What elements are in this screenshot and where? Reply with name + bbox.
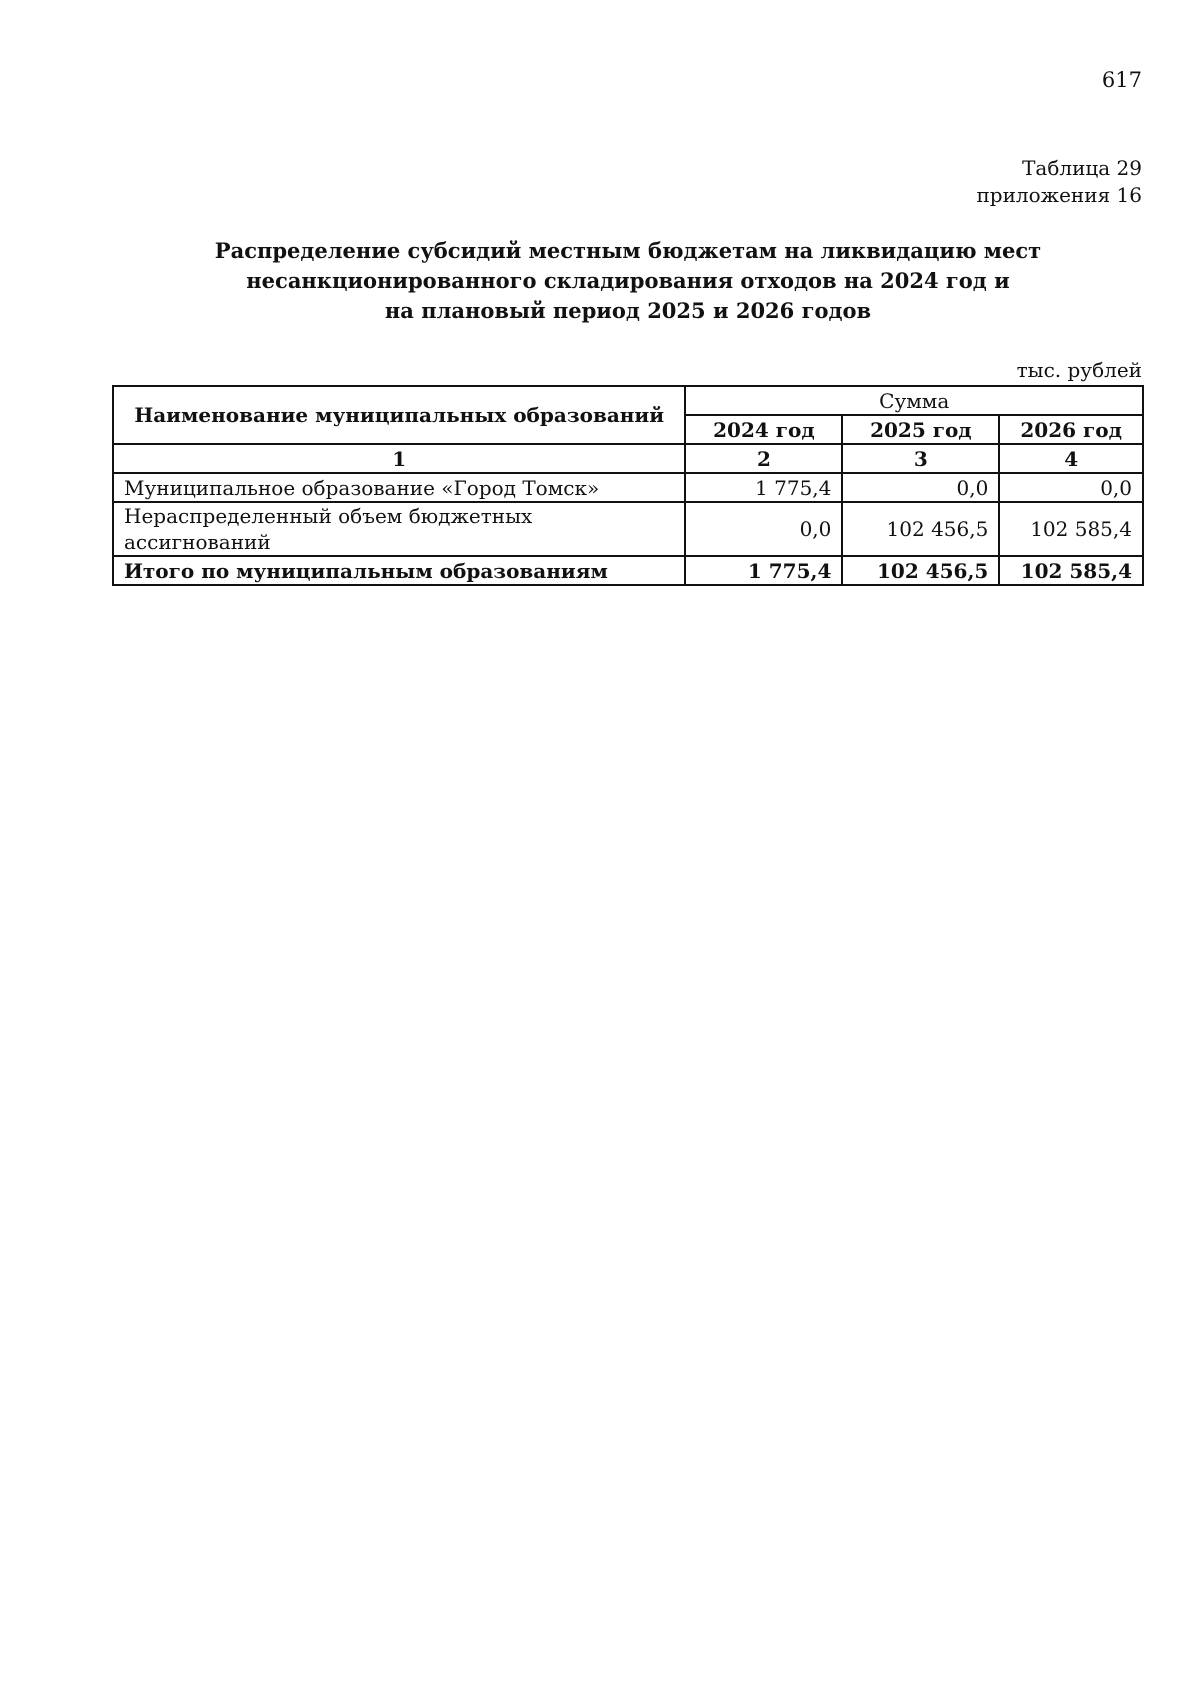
index-cell: 3	[842, 444, 999, 473]
row-value-2024: 1 775,4	[685, 473, 842, 502]
table-caption	[976, 155, 1142, 209]
total-value-2024: 1 775,4	[685, 556, 842, 585]
total-value-2025: 102 456,5	[842, 556, 999, 585]
index-cell: 1	[113, 444, 685, 473]
total-name: Итого по муниципальным образованиям	[113, 556, 685, 585]
index-cell: 2	[685, 444, 842, 473]
title-line-2: несанкционированного складирования отходов на 2024 год и	[246, 268, 1010, 293]
title-line-1: Распределение субсидий местным бюджетам на ликвидацию мест	[214, 238, 1042, 263]
row-value-2025: 102 456,5	[842, 502, 999, 556]
table-row	[113, 473, 1143, 502]
caption-table-number: Таблица 29	[1022, 156, 1142, 180]
total-row	[113, 556, 1143, 585]
row-value-2026: 0,0	[999, 473, 1143, 502]
header-year-2025: 2025 год	[842, 415, 999, 444]
page-number: 617	[1101, 68, 1142, 92]
units-label: тыс. рублей	[1016, 358, 1142, 382]
row-name: Муниципальное образование «Город Томск»	[113, 473, 685, 502]
subsidy-table	[112, 385, 1144, 586]
index-row	[113, 444, 1143, 473]
total-value-2026: 102 585,4	[999, 556, 1143, 585]
row-value-2025: 0,0	[842, 473, 999, 502]
caption-appendix: приложения 16	[976, 183, 1142, 207]
header-year-2026: 2026 год	[999, 415, 1143, 444]
row-value-2024: 0,0	[685, 502, 842, 556]
title-line-3: на плановый период 2025 и 2026 годов	[384, 298, 872, 323]
document-title	[112, 236, 1144, 326]
header-row	[113, 386, 1143, 415]
index-cell: 4	[999, 444, 1143, 473]
table-row	[113, 502, 1143, 556]
header-name: Наименование муниципальных образований	[113, 386, 685, 444]
row-name: Нераспределенный объем бюджетных ассигнований	[113, 502, 685, 556]
row-value-2026: 102 585,4	[999, 502, 1143, 556]
header-year-2024: 2024 год	[685, 415, 842, 444]
header-sum: Сумма	[685, 386, 1143, 415]
